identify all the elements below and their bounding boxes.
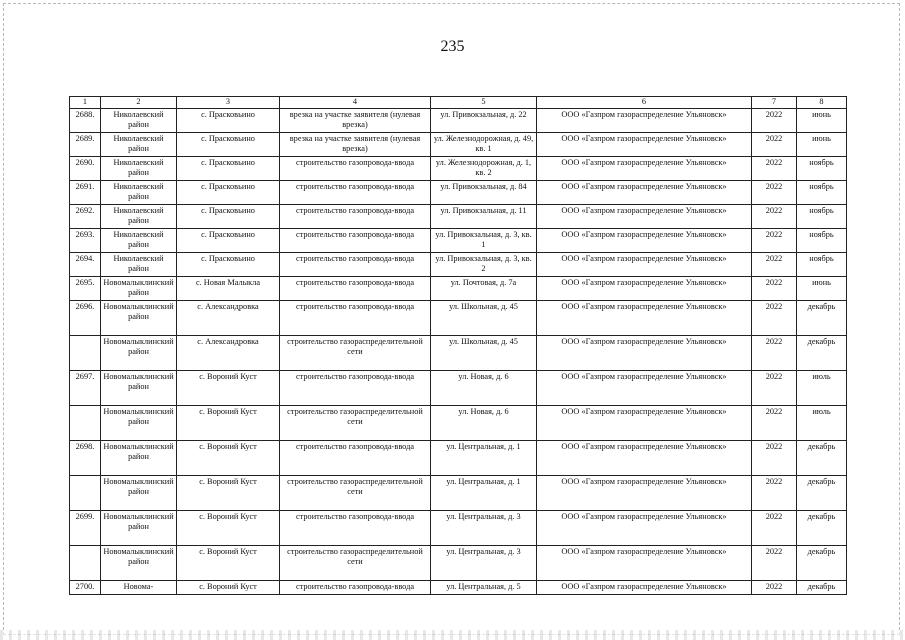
month-cell: декабрь bbox=[797, 545, 847, 580]
address-cell: ул. Почтовая, д. 7а bbox=[431, 276, 537, 300]
column-header: 5 bbox=[431, 97, 537, 109]
organization-cell: ООО «Газпром газораспределение Ульяновск» bbox=[537, 204, 752, 228]
settlement-cell: с. Вороний Куст bbox=[177, 545, 280, 580]
district-cell: Николаевский район bbox=[101, 180, 177, 204]
table-row bbox=[70, 475, 847, 510]
row-number-cell: 2696. bbox=[70, 300, 101, 335]
year-cell: 2022 bbox=[752, 156, 797, 180]
settlement-cell: с. Вороний Куст bbox=[177, 580, 280, 594]
settlement-cell: с. Прасковьино bbox=[177, 204, 280, 228]
table-row bbox=[70, 335, 847, 370]
settlement-cell: с. Вороний Куст bbox=[177, 405, 280, 440]
row-number-cell: 2690. bbox=[70, 156, 101, 180]
organization-cell: ООО «Газпром газораспределение Ульяновск» bbox=[537, 132, 752, 156]
address-cell: ул. Привокзальная, д. 22 bbox=[431, 108, 537, 132]
year-cell: 2022 bbox=[752, 510, 797, 545]
table-row bbox=[70, 370, 847, 405]
row-number-cell bbox=[70, 335, 101, 370]
table-row bbox=[70, 545, 847, 580]
settlement-cell: с. Прасковьино bbox=[177, 156, 280, 180]
table-row bbox=[70, 252, 847, 276]
settlement-cell: с. Вороний Куст bbox=[177, 510, 280, 545]
month-cell: ноябрь bbox=[797, 204, 847, 228]
year-cell: 2022 bbox=[752, 475, 797, 510]
month-cell: ноябрь bbox=[797, 228, 847, 252]
month-cell: июль bbox=[797, 370, 847, 405]
settlement-cell: с. Новая Малыкла bbox=[177, 276, 280, 300]
district-cell: Николаевский район bbox=[101, 156, 177, 180]
page-number: 235 bbox=[440, 38, 465, 55]
work-type-cell: врезка на участке заявителя (нулевая врезка) bbox=[280, 132, 431, 156]
address-cell: ул. Привокзальная, д. 3, кв. 2 bbox=[431, 252, 537, 276]
row-number-cell: 2693. bbox=[70, 228, 101, 252]
settlement-cell: с. Прасковьино bbox=[177, 132, 280, 156]
month-cell: июнь bbox=[797, 132, 847, 156]
organization-cell: ООО «Газпром газораспределение Ульяновск» bbox=[537, 510, 752, 545]
table-row bbox=[70, 440, 847, 475]
organization-cell: ООО «Газпром газораспределение Ульяновск» bbox=[537, 276, 752, 300]
header-row bbox=[70, 97, 847, 109]
work-type-cell: строительство газопровода-ввода bbox=[280, 276, 431, 300]
district-cell: Николаевский район bbox=[101, 228, 177, 252]
year-cell: 2022 bbox=[752, 370, 797, 405]
settlement-cell: с. Александровка bbox=[177, 335, 280, 370]
address-cell: ул. Новая, д. 6 bbox=[431, 370, 537, 405]
work-type-cell: строительство газопровода-ввода bbox=[280, 300, 431, 335]
year-cell: 2022 bbox=[752, 580, 797, 594]
row-number-cell: 2689. bbox=[70, 132, 101, 156]
organization-cell: ООО «Газпром газораспределение Ульяновск» bbox=[537, 475, 752, 510]
row-number-cell: 2697. bbox=[70, 370, 101, 405]
work-type-cell: строительство газопровода-ввода bbox=[280, 580, 431, 594]
gasification-table bbox=[69, 96, 847, 595]
table-row bbox=[70, 132, 847, 156]
table-row bbox=[70, 276, 847, 300]
column-header: 6 bbox=[537, 97, 752, 109]
address-cell: ул. Привокзальная, д. 3, кв. 1 bbox=[431, 228, 537, 252]
row-number-cell: 2688. bbox=[70, 108, 101, 132]
year-cell: 2022 bbox=[752, 180, 797, 204]
table-row bbox=[70, 300, 847, 335]
district-cell: Новомалыклинский район bbox=[101, 405, 177, 440]
settlement-cell: с. Прасковьино bbox=[177, 252, 280, 276]
month-cell: декабрь bbox=[797, 510, 847, 545]
settlement-cell: с. Прасковьино bbox=[177, 228, 280, 252]
work-type-cell: врезка на участке заявителя (нулевая врезка) bbox=[280, 108, 431, 132]
organization-cell: ООО «Газпром газораспределение Ульяновск» bbox=[537, 300, 752, 335]
year-cell: 2022 bbox=[752, 335, 797, 370]
organization-cell: ООО «Газпром газораспределение Ульяновск» bbox=[537, 440, 752, 475]
district-cell: Новомалыклинский район bbox=[101, 335, 177, 370]
district-cell: Новомалыклинский район bbox=[101, 545, 177, 580]
district-cell: Новомалыклинский район bbox=[101, 510, 177, 545]
year-cell: 2022 bbox=[752, 108, 797, 132]
row-number-cell: 2692. bbox=[70, 204, 101, 228]
table-row bbox=[70, 108, 847, 132]
month-cell: июнь bbox=[797, 276, 847, 300]
column-header: 1 bbox=[70, 97, 101, 109]
column-header: 3 bbox=[177, 97, 280, 109]
month-cell: декабрь bbox=[797, 335, 847, 370]
address-cell: ул. Центральная, д. 1 bbox=[431, 475, 537, 510]
table-row bbox=[70, 204, 847, 228]
address-cell: ул. Железнодорожная, д. 1, кв. 2 bbox=[431, 156, 537, 180]
organization-cell: ООО «Газпром газораспределение Ульяновск» bbox=[537, 156, 752, 180]
month-cell: ноябрь bbox=[797, 156, 847, 180]
year-cell: 2022 bbox=[752, 204, 797, 228]
year-cell: 2022 bbox=[752, 252, 797, 276]
organization-cell: ООО «Газпром газораспределение Ульяновск» bbox=[537, 370, 752, 405]
address-cell: ул. Привокзальная, д. 11 bbox=[431, 204, 537, 228]
district-cell: Новомалыклинский район bbox=[101, 370, 177, 405]
district-cell: Новома- bbox=[101, 580, 177, 594]
row-number-cell: 2699. bbox=[70, 510, 101, 545]
district-cell: Николаевский район bbox=[101, 132, 177, 156]
district-cell: Николаевский район bbox=[101, 204, 177, 228]
table-row bbox=[70, 510, 847, 545]
row-number-cell: 2700. bbox=[70, 580, 101, 594]
work-type-cell: строительство газопровода-ввода bbox=[280, 156, 431, 180]
year-cell: 2022 bbox=[752, 228, 797, 252]
settlement-cell: с. Александровка bbox=[177, 300, 280, 335]
row-number-cell bbox=[70, 545, 101, 580]
district-cell: Новомалыклинский район bbox=[101, 475, 177, 510]
work-type-cell: строительство газопровода-ввода bbox=[280, 370, 431, 405]
scan-edge-noise bbox=[0, 630, 905, 640]
work-type-cell: строительство газопровода-ввода bbox=[280, 440, 431, 475]
row-number-cell: 2694. bbox=[70, 252, 101, 276]
month-cell: июль bbox=[797, 405, 847, 440]
settlement-cell: с. Вороний Куст bbox=[177, 440, 280, 475]
column-header: 2 bbox=[101, 97, 177, 109]
work-type-cell: строительство газораспределительной сети bbox=[280, 335, 431, 370]
row-number-cell: 2698. bbox=[70, 440, 101, 475]
month-cell: декабрь bbox=[797, 300, 847, 335]
address-cell: ул. Центральная, д. 3 bbox=[431, 510, 537, 545]
district-cell: Николаевский район bbox=[101, 252, 177, 276]
row-number-cell: 2695. bbox=[70, 276, 101, 300]
organization-cell: ООО «Газпром газораспределение Ульяновск» bbox=[537, 252, 752, 276]
address-cell: ул. Школьная, д. 45 bbox=[431, 300, 537, 335]
district-cell: Новомалыклинский район bbox=[101, 300, 177, 335]
organization-cell: ООО «Газпром газораспределение Ульяновск» bbox=[537, 108, 752, 132]
work-type-cell: строительство газораспределительной сети bbox=[280, 475, 431, 510]
organization-cell: ООО «Газпром газораспределение Ульяновск» bbox=[537, 545, 752, 580]
district-cell: Новомалыклинский район bbox=[101, 276, 177, 300]
district-cell: Новомалыклинский район bbox=[101, 440, 177, 475]
column-header: 7 bbox=[752, 97, 797, 109]
settlement-cell: с. Вороний Куст bbox=[177, 475, 280, 510]
table-body bbox=[70, 108, 847, 594]
row-number-cell: 2691. bbox=[70, 180, 101, 204]
month-cell: июнь bbox=[797, 108, 847, 132]
organization-cell: ООО «Газпром газораспределение Ульяновск» bbox=[537, 180, 752, 204]
address-cell: ул. Центральная, д. 5 bbox=[431, 580, 537, 594]
organization-cell: ООО «Газпром газораспределение Ульяновск» bbox=[537, 228, 752, 252]
month-cell: ноябрь bbox=[797, 252, 847, 276]
row-number-cell bbox=[70, 405, 101, 440]
district-cell: Николаевский район bbox=[101, 108, 177, 132]
column-header: 4 bbox=[280, 97, 431, 109]
organization-cell: ООО «Газпром газораспределение Ульяновск» bbox=[537, 335, 752, 370]
settlement-cell: с. Прасковьино bbox=[177, 108, 280, 132]
address-cell: ул. Привокзальная, д. 84 bbox=[431, 180, 537, 204]
year-cell: 2022 bbox=[752, 132, 797, 156]
work-type-cell: строительство газопровода-ввода bbox=[280, 228, 431, 252]
table-row bbox=[70, 405, 847, 440]
column-header: 8 bbox=[797, 97, 847, 109]
organization-cell: ООО «Газпром газораспределение Ульяновск» bbox=[537, 580, 752, 594]
address-cell: ул. Школьная, д. 45 bbox=[431, 335, 537, 370]
address-cell: ул. Центральная, д. 3 bbox=[431, 545, 537, 580]
settlement-cell: с. Прасковьино bbox=[177, 180, 280, 204]
address-cell: ул. Новая, д. 6 bbox=[431, 405, 537, 440]
settlement-cell: с. Вороний Куст bbox=[177, 370, 280, 405]
table-row bbox=[70, 180, 847, 204]
row-number-cell bbox=[70, 475, 101, 510]
month-cell: декабрь bbox=[797, 440, 847, 475]
table-row bbox=[70, 228, 847, 252]
year-cell: 2022 bbox=[752, 405, 797, 440]
work-type-cell: строительство газораспределительной сети bbox=[280, 545, 431, 580]
address-cell: ул. Железнодорожная, д. 49, кв. 1 bbox=[431, 132, 537, 156]
year-cell: 2022 bbox=[752, 545, 797, 580]
table-row bbox=[70, 580, 847, 594]
table-row bbox=[70, 156, 847, 180]
work-type-cell: строительство газопровода-ввода bbox=[280, 510, 431, 545]
year-cell: 2022 bbox=[752, 276, 797, 300]
month-cell: декабрь bbox=[797, 580, 847, 594]
month-cell: декабрь bbox=[797, 475, 847, 510]
work-type-cell: строительство газопровода-ввода bbox=[280, 204, 431, 228]
year-cell: 2022 bbox=[752, 300, 797, 335]
work-type-cell: строительство газопровода-ввода bbox=[280, 180, 431, 204]
work-type-cell: строительство газопровода-ввода bbox=[280, 252, 431, 276]
month-cell: ноябрь bbox=[797, 180, 847, 204]
year-cell: 2022 bbox=[752, 440, 797, 475]
address-cell: ул. Центральная, д. 1 bbox=[431, 440, 537, 475]
work-type-cell: строительство газораспределительной сети bbox=[280, 405, 431, 440]
organization-cell: ООО «Газпром газораспределение Ульяновск» bbox=[537, 405, 752, 440]
